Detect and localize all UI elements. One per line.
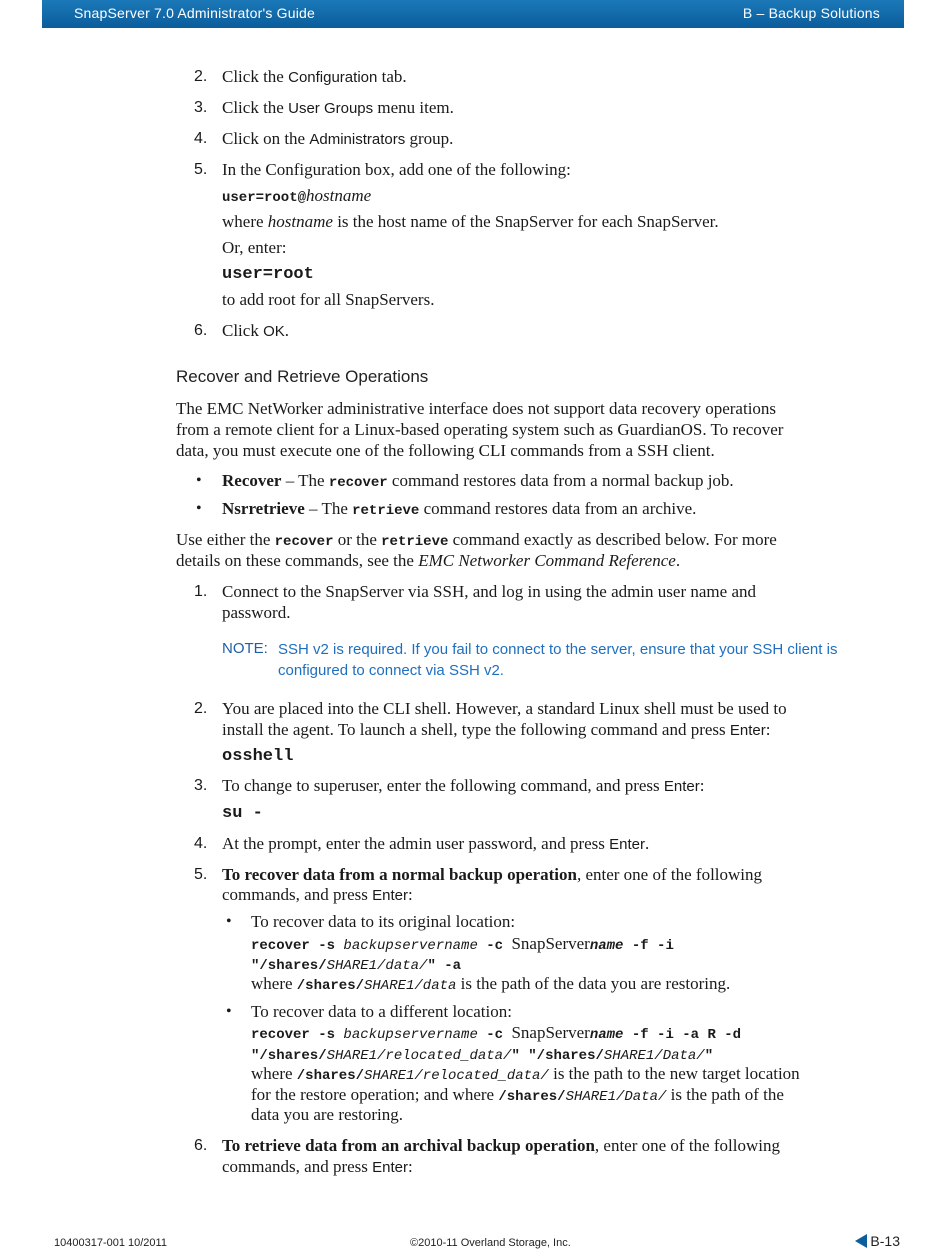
step-number: 6. xyxy=(194,1137,208,1154)
code-line: osshell xyxy=(222,747,294,766)
note-text: configured to connect via SSH v2. xyxy=(278,662,504,679)
paragraph-line: Use either the recover or the retrieve command exactly as described below. For more xyxy=(176,530,777,550)
step-text: Click the Configuration tab. xyxy=(222,67,407,86)
step-text: Click the User Groups menu item. xyxy=(222,98,454,117)
paragraph-line: details on these commands, see the EMC Networker Command Reference. xyxy=(176,551,681,570)
bullet-icon: • xyxy=(196,500,202,517)
bullet-item: Recover – The recover command restores data from a normal backup job. xyxy=(222,471,734,491)
bullet-item: Nsrretrieve – The retrieve command restores data from an archive. xyxy=(222,499,697,519)
footer-copyright: ©2010-11 Overland Storage, Inc. xyxy=(410,1237,571,1249)
note-text: SSH v2 is required. If you fail to connect to the server, ensure that your SSH client is xyxy=(278,641,838,658)
step-text: where hostname is the host name of the SnapServer for each SnapServer. xyxy=(222,212,719,231)
code-line: recover -s backupservername -c SnapServername -f -i xyxy=(251,934,674,954)
paragraph-line: The EMC NetWorker administrative interface does not support data recovery operations xyxy=(176,399,777,418)
step-number: 5. xyxy=(194,161,208,178)
step-text: install the agent. To launch a shell, type the following command and press Enter: xyxy=(222,720,771,739)
step-text: Click on the Administrators group. xyxy=(222,129,454,148)
step-number: 3. xyxy=(194,99,208,116)
step-number: 1. xyxy=(194,583,208,600)
footer-doc-id: 10400317-001 10/2011 xyxy=(54,1237,167,1249)
paragraph-line: data, you must execute one of the following CLI commands from a SSH client. xyxy=(176,441,715,460)
sub-bullet-text: To recover data to its original location: xyxy=(251,912,516,931)
ui-term: Administrators xyxy=(309,131,406,148)
step-text: where /shares/SHARE1/relocated_data/ is the path to the new target location xyxy=(251,1064,800,1084)
page-header xyxy=(42,0,904,28)
code-line: user=root xyxy=(222,265,314,284)
sub-bullet-text: To recover data to a different location: xyxy=(251,1002,512,1021)
step-text: Click OK. xyxy=(222,321,290,340)
step-text: commands, and press Enter: xyxy=(222,1157,413,1176)
code-line: recover -s backupservername -c SnapServername -f -i -a R -d xyxy=(251,1023,742,1043)
code-line: "/shares/SHARE1/data/" -a xyxy=(251,958,462,974)
ui-term: Enter xyxy=(372,1159,408,1176)
bullet-icon: • xyxy=(226,913,232,930)
ui-term: Enter xyxy=(372,887,408,904)
step-text: Or, enter: xyxy=(222,238,287,257)
step-number: 2. xyxy=(194,700,208,717)
step-text: To retrieve data from an archival backup operation, enter one of the following xyxy=(222,1136,780,1155)
step-text: to add root for all SnapServers. xyxy=(222,290,435,309)
step-text: To change to superuser, enter the following command, and press Enter: xyxy=(222,776,705,795)
section-heading: Recover and Retrieve Operations xyxy=(176,367,429,386)
step-text: for the restore operation; and where /shares/SHARE1/Data/ is the path of the xyxy=(251,1085,784,1105)
ui-term: Configuration xyxy=(288,69,378,86)
code-line: "/shares/SHARE1/relocated_data/" "/shares/SHARE1/Data/" xyxy=(251,1048,714,1064)
step-text: Connect to the SnapServer via SSH, and log in using the admin user name and xyxy=(222,582,756,601)
step-text: You are placed into the CLI shell. However, a standard Linux shell must be used to xyxy=(222,699,787,718)
step-text: To recover data from a normal backup operation, enter one of the following xyxy=(222,865,763,884)
ui-term: Enter xyxy=(729,722,766,739)
step-text: In the Configuration box, add one of the following: xyxy=(222,160,571,179)
step-text: At the prompt, enter the admin user password, and press Enter. xyxy=(222,834,650,853)
bullet-icon: • xyxy=(196,472,202,489)
step-number: 4. xyxy=(194,130,208,147)
bullet-icon: • xyxy=(226,1003,232,1020)
header-chapter-title: B – Backup Solutions xyxy=(742,5,880,21)
step-text: where /shares/SHARE1/data is the path of the data you are restoring. xyxy=(251,974,731,994)
step-number: 6. xyxy=(194,322,208,339)
step-number: 4. xyxy=(194,835,208,852)
step-text: password. xyxy=(222,603,291,622)
doc-reference: EMC Networker Command Reference xyxy=(418,551,676,570)
ui-term: OK xyxy=(263,323,285,340)
step-number: 2. xyxy=(194,68,208,85)
ui-term: Enter xyxy=(663,778,700,795)
code-line: su - xyxy=(222,804,263,823)
step-text: data you are restoring. xyxy=(251,1105,403,1124)
step-number: 3. xyxy=(194,777,208,794)
paragraph-line: from a remote client for a Linux-based operating system such as GuardianOS. To recover xyxy=(176,420,784,439)
ui-term: Enter xyxy=(609,836,645,853)
note-label: NOTE: xyxy=(222,640,268,657)
triangle-left-icon xyxy=(855,1234,867,1248)
ui-term: User Groups xyxy=(288,100,374,117)
code-line: user=root@hostname xyxy=(222,186,372,206)
header-guide-title: SnapServer 7.0 Administrator's Guide xyxy=(74,5,315,21)
footer-page-number: B-13 xyxy=(855,1233,900,1249)
step-number: 5. xyxy=(194,866,208,883)
step-text: commands, and press Enter: xyxy=(222,885,413,904)
